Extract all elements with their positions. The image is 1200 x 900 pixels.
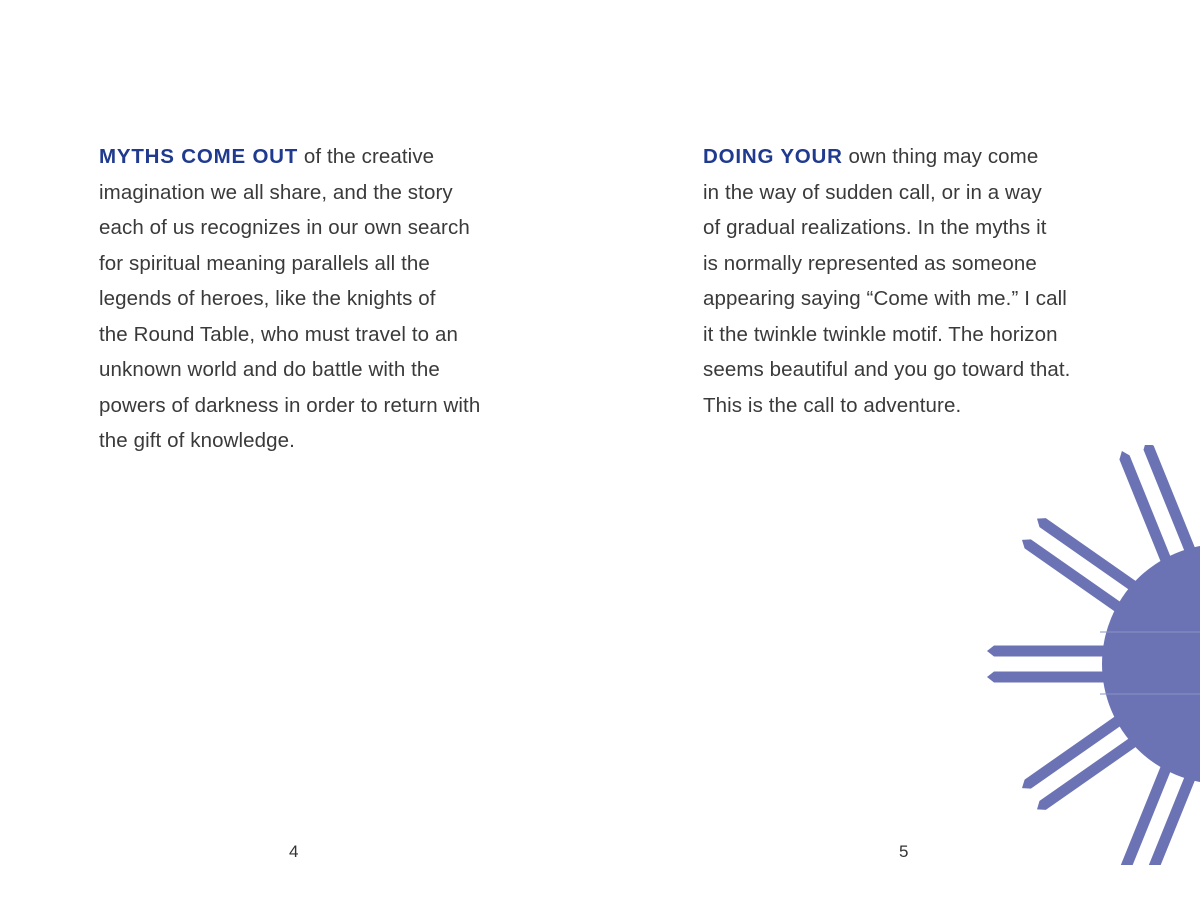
paragraph-line: appearing saying “Come with me.” I call xyxy=(703,287,1067,310)
sun-icon xyxy=(980,445,1200,865)
lead-in-text: MYTHS COME OUT xyxy=(99,145,299,168)
left-paragraph xyxy=(99,139,539,459)
paragraph-line: imagination we all share, and the story xyxy=(99,180,453,204)
sun-ray-bar xyxy=(1119,451,1173,567)
sun-ray-bar xyxy=(987,672,1110,683)
paragraph-line: it the twinkle twinkle motif. The horizon xyxy=(703,322,1058,346)
paragraph-line: the Round Table, who must travel to an xyxy=(99,322,458,346)
paragraph-line: in the way of sudden call, or in a way xyxy=(703,180,1042,204)
paragraph-line: of gradual realizations. In the myths it xyxy=(703,216,1047,239)
paragraph-line: legends of heroes, like the knights of xyxy=(99,287,436,310)
paragraph-line xyxy=(703,139,1123,175)
sun-ray xyxy=(1119,761,1197,865)
lead-in-text: DOING YOUR xyxy=(703,145,843,168)
page-number: 4 xyxy=(289,842,299,861)
paragraph-line: is normally represented as someone xyxy=(703,251,1037,275)
right-paragraph xyxy=(703,139,1123,423)
page-number: 5 xyxy=(899,842,909,861)
paragraph-line: unknown world and do battle with the xyxy=(99,358,440,381)
paragraph-line xyxy=(99,139,539,175)
paragraph-line: for spiritual meaning parallels all the xyxy=(99,251,430,275)
paragraph-line: the gift of knowledge. xyxy=(99,429,295,452)
paragraph-text: own thing may come xyxy=(842,145,1039,168)
paragraph-line: each of us recognizes in our own search xyxy=(99,216,470,239)
paragraph-text: of the creative xyxy=(298,145,435,168)
sun-ray xyxy=(1119,445,1197,567)
sun-ray-bar xyxy=(987,646,1110,657)
paragraph-line: This is the call to adventure. xyxy=(703,393,962,417)
paragraph-line: seems beautiful and you go toward that. xyxy=(703,358,1071,381)
sun-ray-bar xyxy=(1144,445,1198,557)
paragraph-line: powers of darkness in order to return with xyxy=(99,393,481,417)
sun-ray xyxy=(987,646,1110,683)
